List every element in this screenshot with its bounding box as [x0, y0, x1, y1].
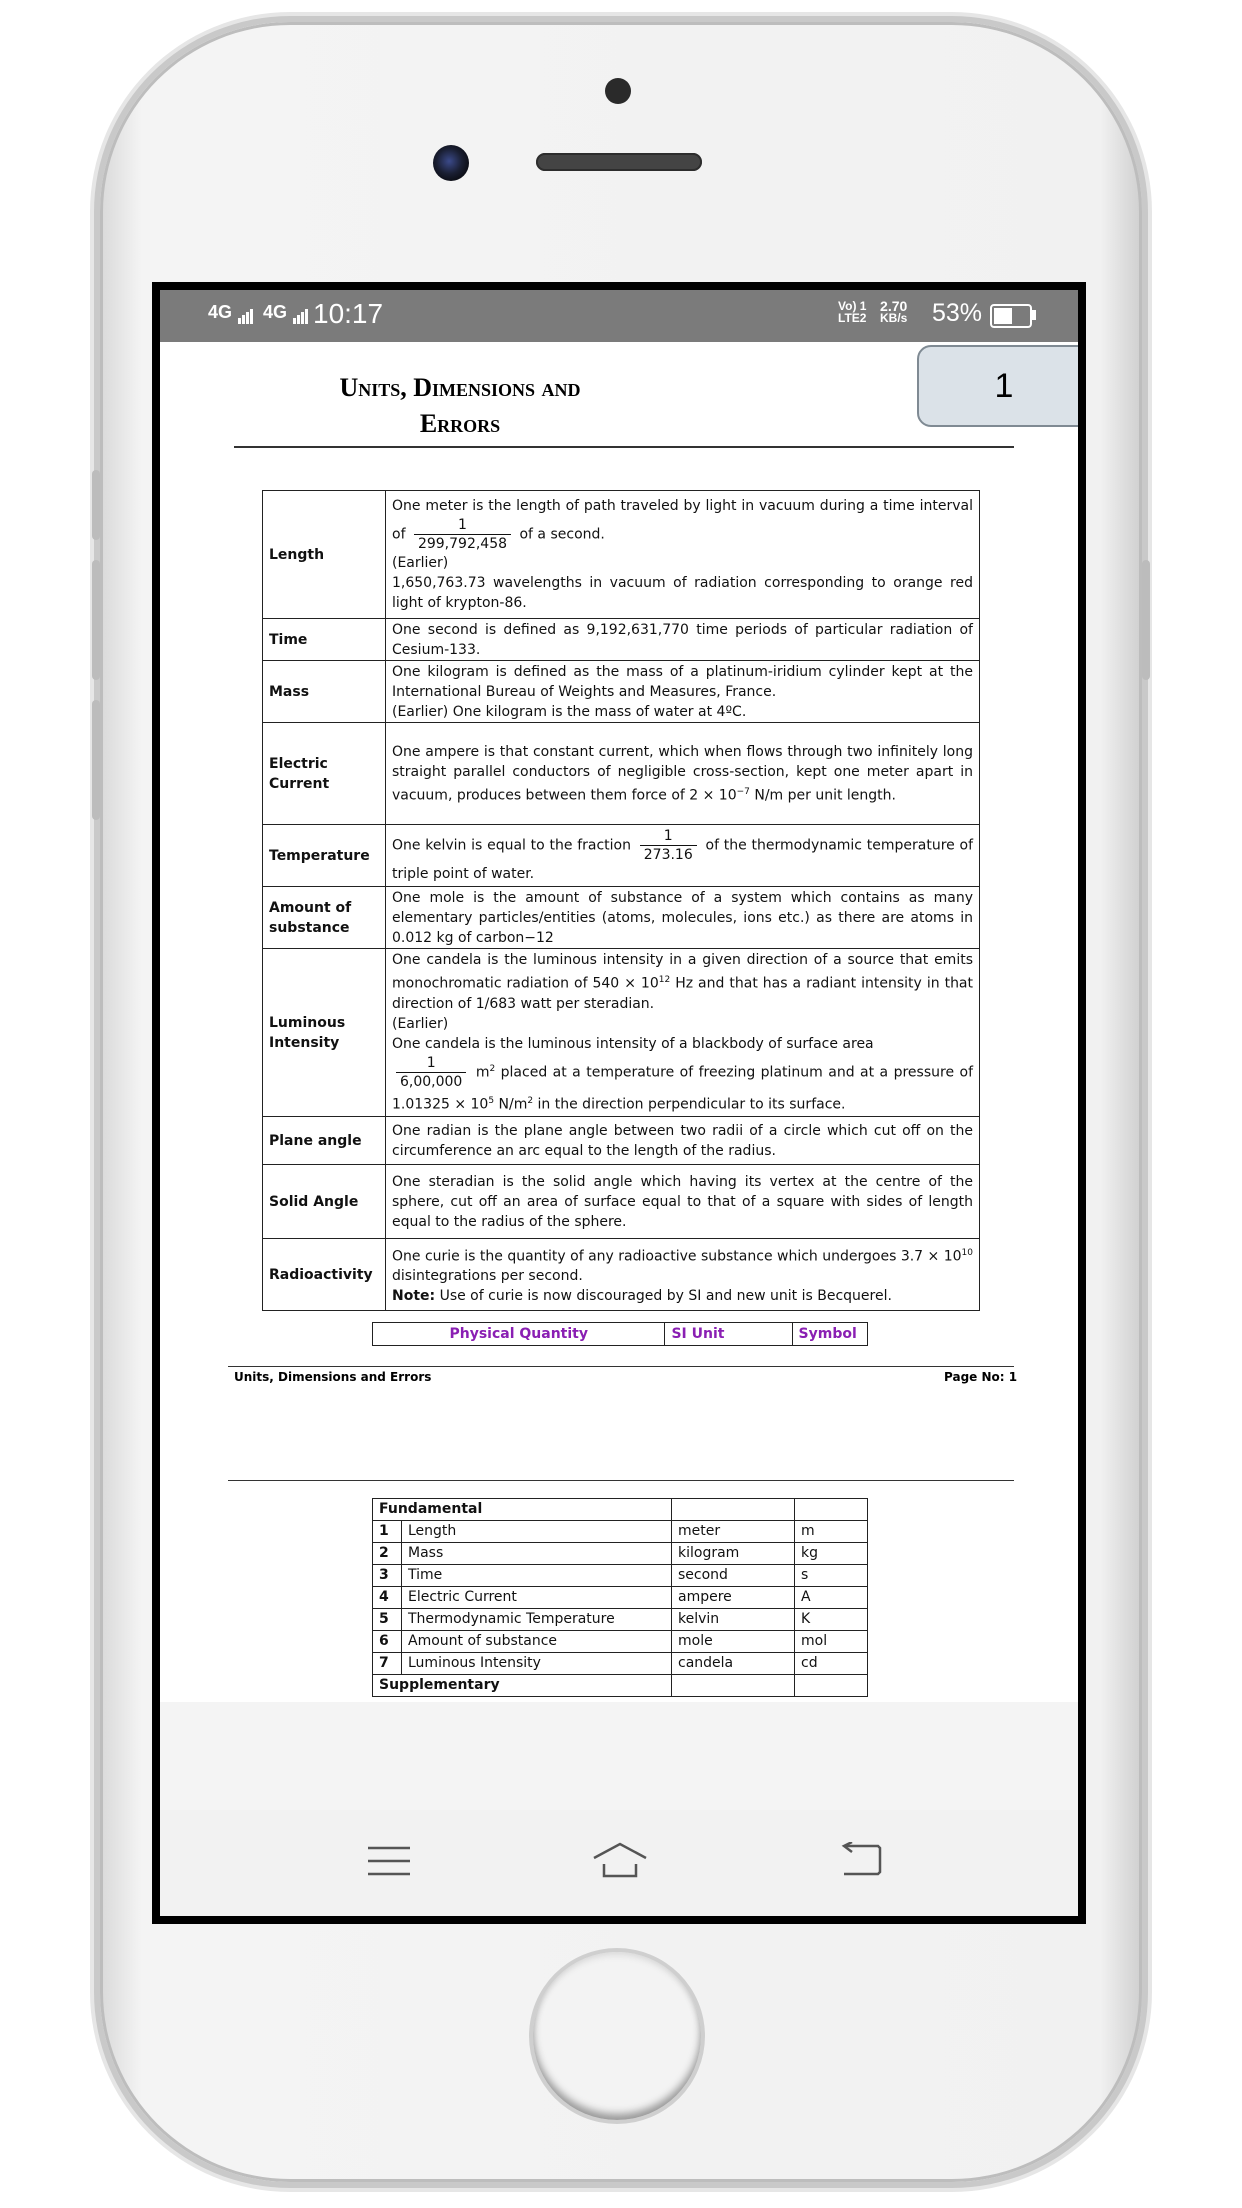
definition-cell: One radian is the plane angle between two radii of a circle which cut off on the circumference an arc equal to the length of the radius. — [386, 1117, 980, 1165]
definition-cell: One ampere is that constant current, which when flows through two infinitely long straight parallel conductors of negligible cross-section, kept one meter apart in vacuum, produces between them force of $2 \times 10^{-7}$ N/m per unit length. — [386, 723, 980, 825]
battery-percent: 53% — [932, 299, 983, 327]
table-row: 2 Mass kilogram kg — [373, 1543, 868, 1565]
table-row — [263, 1117, 980, 1165]
volume-up-button — [92, 470, 100, 540]
front-camera — [433, 145, 469, 181]
table-row — [373, 1323, 868, 1346]
network-speed: 2.70 KB/s — [880, 298, 908, 325]
footer-divider — [228, 1366, 1014, 1367]
table-row — [263, 1239, 980, 1311]
table-row: 1 Length meter m — [373, 1521, 868, 1543]
table-row: 6 Amount of substance mole mol — [373, 1631, 868, 1653]
volume-down-button — [92, 560, 100, 680]
table-row — [263, 619, 980, 661]
document-page[interactable] — [160, 342, 1078, 1702]
quantity-cell: Radioactivity — [263, 1239, 386, 1311]
section-supplementary: Supplementary — [373, 1675, 672, 1697]
title-divider — [234, 446, 1014, 448]
table-row: 3 Time second s — [373, 1565, 868, 1587]
earpiece-speaker — [536, 153, 702, 171]
fraction: $\frac{1}{273.16}$ — [640, 827, 697, 864]
si-units-table — [372, 1498, 868, 1697]
table-row: 5 Thermodynamic Temperature kelvin K — [373, 1609, 868, 1631]
definition-cell: One kelvin is equal to the fraction $\frac{1}{273.16}$ of the thermodynamic temperature of triple point of water. — [386, 825, 980, 887]
table-row — [263, 825, 980, 887]
quantity-cell: Length — [263, 491, 386, 619]
battery-icon — [990, 304, 1032, 328]
volume-button-3 — [92, 700, 100, 820]
signal-1-label: 4G — [208, 302, 233, 322]
si-header-table — [372, 1322, 868, 1346]
definitions-table — [262, 490, 980, 1311]
chapter-number-tab: 1 — [917, 345, 1078, 427]
quantity-cell: Amount of substance — [263, 887, 386, 949]
sensor-dot — [605, 78, 631, 104]
table-row — [263, 887, 980, 949]
table-row — [263, 491, 980, 619]
empty-area — [160, 1702, 1078, 1810]
battery-tip — [1032, 310, 1036, 320]
screen — [160, 290, 1078, 1916]
table-row — [373, 1675, 868, 1697]
quantity-cell: Luminous Intensity — [263, 949, 386, 1117]
signal-strength-icon — [238, 308, 254, 324]
table-row: 7 Luminous Intensity candela cd — [373, 1653, 868, 1675]
volte-indicator: Vo) 1 LTE2 — [838, 299, 867, 325]
back-icon[interactable] — [840, 1842, 886, 1878]
signal-strength-2-icon — [293, 308, 309, 324]
header-symbol: Symbol — [792, 1323, 867, 1346]
footer-title: Units, Dimensions and Errors — [234, 1370, 432, 1384]
quantity-cell: Time — [263, 619, 386, 661]
table-row — [263, 949, 980, 1117]
page-title: Units, Dimensions and Errors — [339, 373, 581, 438]
signal-2-label: 4G — [263, 302, 288, 322]
definition-cell: One curie is the quantity of any radioactive substance which undergoes $3.7 \times 10^{10}$ disintegrations per second. Note: Use of curie is now discouraged by SI and new unit is Becquerel. — [386, 1239, 980, 1311]
quantity-cell: Plane angle — [263, 1117, 386, 1165]
home-button[interactable] — [533, 1952, 701, 2120]
next-page-divider — [228, 1480, 1014, 1481]
definition-cell: One mole is the amount of substance of a system which contains as many elementary particles/entities (atoms, molecules, ions etc.) as there are atoms in 0.012 kg of carbon−12 — [386, 887, 980, 949]
definition-cell: One kilogram is defined as the mass of a platinum-iridium cylinder kept at the International Bureau of Weights and Measures, France. (Earlier) One kilogram is the mass of water at 4ºC. — [386, 661, 980, 723]
quantity-cell: Mass — [263, 661, 386, 723]
table-row — [263, 723, 980, 825]
quantity-cell: Solid Angle — [263, 1165, 386, 1239]
table-row — [263, 1165, 980, 1239]
power-button — [1142, 560, 1150, 680]
clock: 10:17 — [313, 298, 384, 329]
header-physical-quantity: Physical Quantity — [373, 1323, 665, 1346]
table-row — [373, 1499, 868, 1521]
definition-cell: One candela is the luminous intensity in a given direction of a source that emits monochromatic radiation of $540 \times 10^{12}$ Hz and that has a radiant intensity in that direction of 1/683 watt per steradian. (Earlier) One candela is the luminous intensity of a blackbody of surface area $\frac{1}{6,00,000}$ $m^2$ placed at a temperature of freezing platinum and at a pressure of $1.01325 \times 10^5$ $N/m^2$ in the direction perpendicular to its surface. — [386, 949, 980, 1117]
home-icon[interactable] — [590, 1840, 650, 1880]
footer-page-number: Page No: 1 — [944, 1370, 1018, 1384]
definition-cell: One second is defined as 9,192,631,770 time periods of particular radiation of Cesium-133. — [386, 619, 980, 661]
navigation-bar — [160, 1810, 1078, 1916]
status-bar — [160, 290, 1078, 342]
fraction: $\frac{1}{6,00,000}$ — [396, 1054, 466, 1091]
quantity-cell: Temperature — [263, 825, 386, 887]
table-row — [263, 661, 980, 723]
definition-cell: One steradian is the solid angle which having its vertex at the centre of the sphere, cut off an area of surface equal to that of a square with sides of length equal to the radius of the sphere. — [386, 1165, 980, 1239]
section-fundamental: Fundamental — [373, 1499, 672, 1521]
quantity-cell: Electric Current — [263, 723, 386, 825]
table-row: 4 Electric Current ampere A — [373, 1587, 868, 1609]
definition-cell: One meter is the length of path traveled by light in vacuum during a time interval of $\frac{1}{299,792,458}$ of a second. (Earlier) 1,650,763.73 wavelengths in vacuum of radiation corresponding to orange red light of krypton-86. — [386, 491, 980, 619]
menu-icon[interactable] — [366, 1844, 412, 1878]
header-si-unit: SI Unit — [665, 1323, 792, 1346]
fraction: $\frac{1}{299,792,458}$ — [414, 516, 511, 553]
